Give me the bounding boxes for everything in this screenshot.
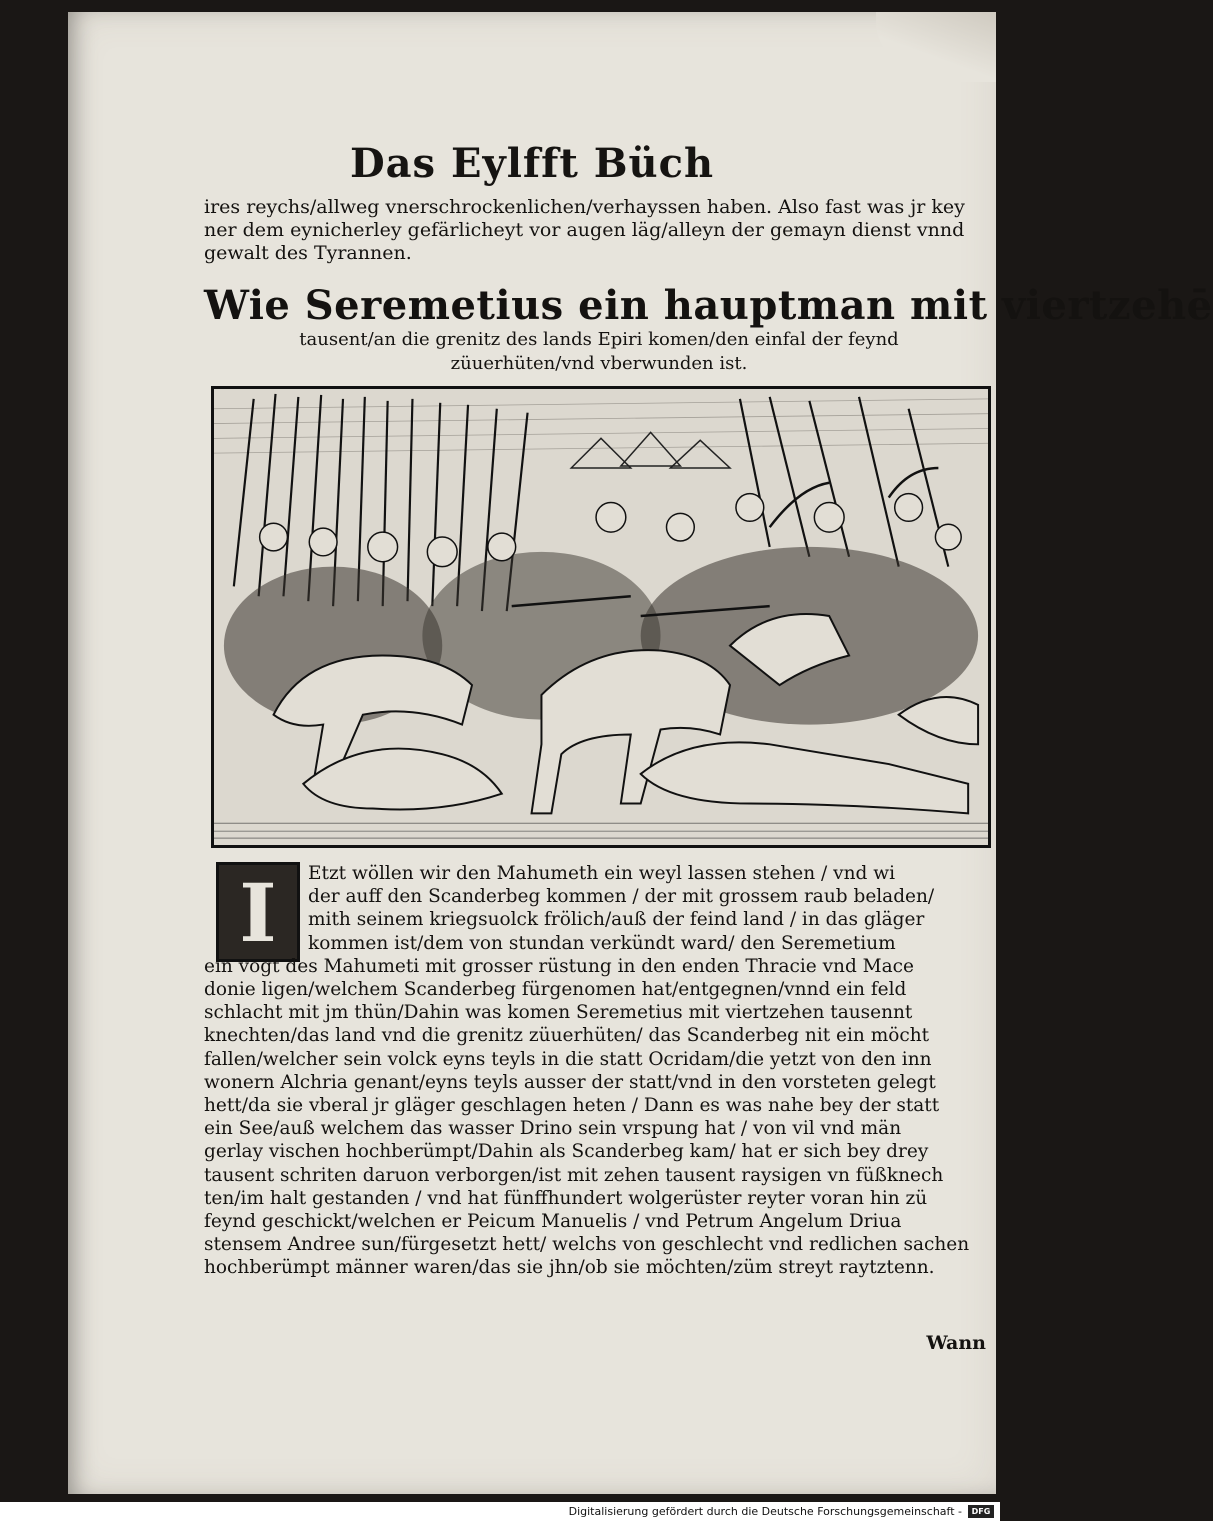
initial-letter: I	[239, 866, 277, 960]
body-line: donie ligen/welchem Scanderbeg fürgenomen hat/entgegnen/vnnd ein feld	[204, 979, 907, 1001]
body-paragraph	[204, 862, 994, 1280]
body-line: feynd geschickt/welchen er Peicum Manuelis / vnd Petrum Angelum Driua	[204, 1211, 902, 1233]
chapter-subtitle-line: züuerhüten/vnd vberwunden ist.	[450, 353, 748, 374]
body-line: Etzt wöllen wir den Mahumeth ein weyl lassen stehen / vnd wi	[308, 863, 895, 884]
body-line: tausent schriten daruon verborgen/ist mit zehen tausent raysigen vn füßknech	[204, 1164, 944, 1186]
body-line: hochberümpt männer waren/das sie jhn/ob sie möchten/züm streyt raytztenn.	[204, 1257, 935, 1279]
body-line: mith seinem kriegsuolck frölich/auß der feind land / in das gläger	[308, 909, 925, 931]
dfg-logo: DFG	[968, 1505, 994, 1518]
body-line: fallen/welcher sein volck eyns teyls in die statt Ocridam/die yetzt von den inn	[204, 1048, 932, 1070]
body-line: gerlay vischen hochberümpt/Dahin als Scanderbeg kam/ hat er sich bey drey	[204, 1141, 929, 1163]
battle-woodcut-illustration	[211, 386, 991, 848]
body-line: schlacht mit jm thün/Dahin was komen Seremetius mit viertzehen tausennt	[204, 1002, 913, 1024]
digitization-footer	[0, 1502, 1000, 1521]
body-line: der auff den Scanderbeg kommen / der mit grossem raub beladen/	[308, 886, 935, 908]
page-corner-fold	[876, 12, 996, 82]
catchword: Wann	[926, 1332, 986, 1354]
intro-paragraph	[204, 196, 994, 265]
body-line: kommen ist/dem von stundan verkündt ward/ den Seremetium	[308, 932, 896, 954]
book-page	[68, 12, 1213, 1494]
footer-credit-text: Digitalisierung gefördert durch die Deutsche Forschungsgemeinschaft -	[568, 1505, 962, 1518]
chapter-subtitle-line: tausent/an die grenitz des lands Epiri komen/den einfal der feynd	[299, 329, 899, 350]
chapter-heading	[204, 282, 1213, 376]
body-line: ein See/auß welchem das wasser Drino sein vrspung hat / von vil vnd män	[204, 1118, 902, 1140]
body-line: hett/da sie vberal jr gläger geschlagen heten / Dann es was nahe bey der statt	[204, 1095, 940, 1117]
body-line: ten/im halt gestanden / vnd hat fünffhundert wolgerüster reyter voran hin zü	[204, 1187, 928, 1209]
running-head: Das Eylfft Büch	[349, 140, 715, 187]
intro-line: ner dem eynicherley gefärlicheyt vor augen läg/alleyn der gemayn dienst vnnd	[204, 219, 965, 241]
chapter-title: Wie Seremetius ein hauptman mit viertzehē	[204, 282, 1213, 329]
intro-line: ires reychs/allweg vnerschrockenlichen/verhayssen haben. Also fast was jr key	[204, 196, 965, 218]
body-line: wonern Alchria genant/eyns teyls ausser der statt/vnd in den vorsteten gelegt	[204, 1071, 936, 1093]
intro-line: gewalt des Tyrannen.	[204, 242, 412, 264]
woodcut-drawing	[214, 389, 988, 845]
body-line: stensem Andree sun/fürgesetzt hett/ welchs von geschlecht vnd redlichen sachen	[204, 1234, 970, 1256]
body-line: ein vogt des Mahumeti mit grosser rüstung in den enden Thracie vnd Mace	[204, 955, 914, 977]
body-line: knechten/das land vnd die grenitz züuerhüten/ das Scanderbeg nit ein möcht	[204, 1025, 930, 1047]
